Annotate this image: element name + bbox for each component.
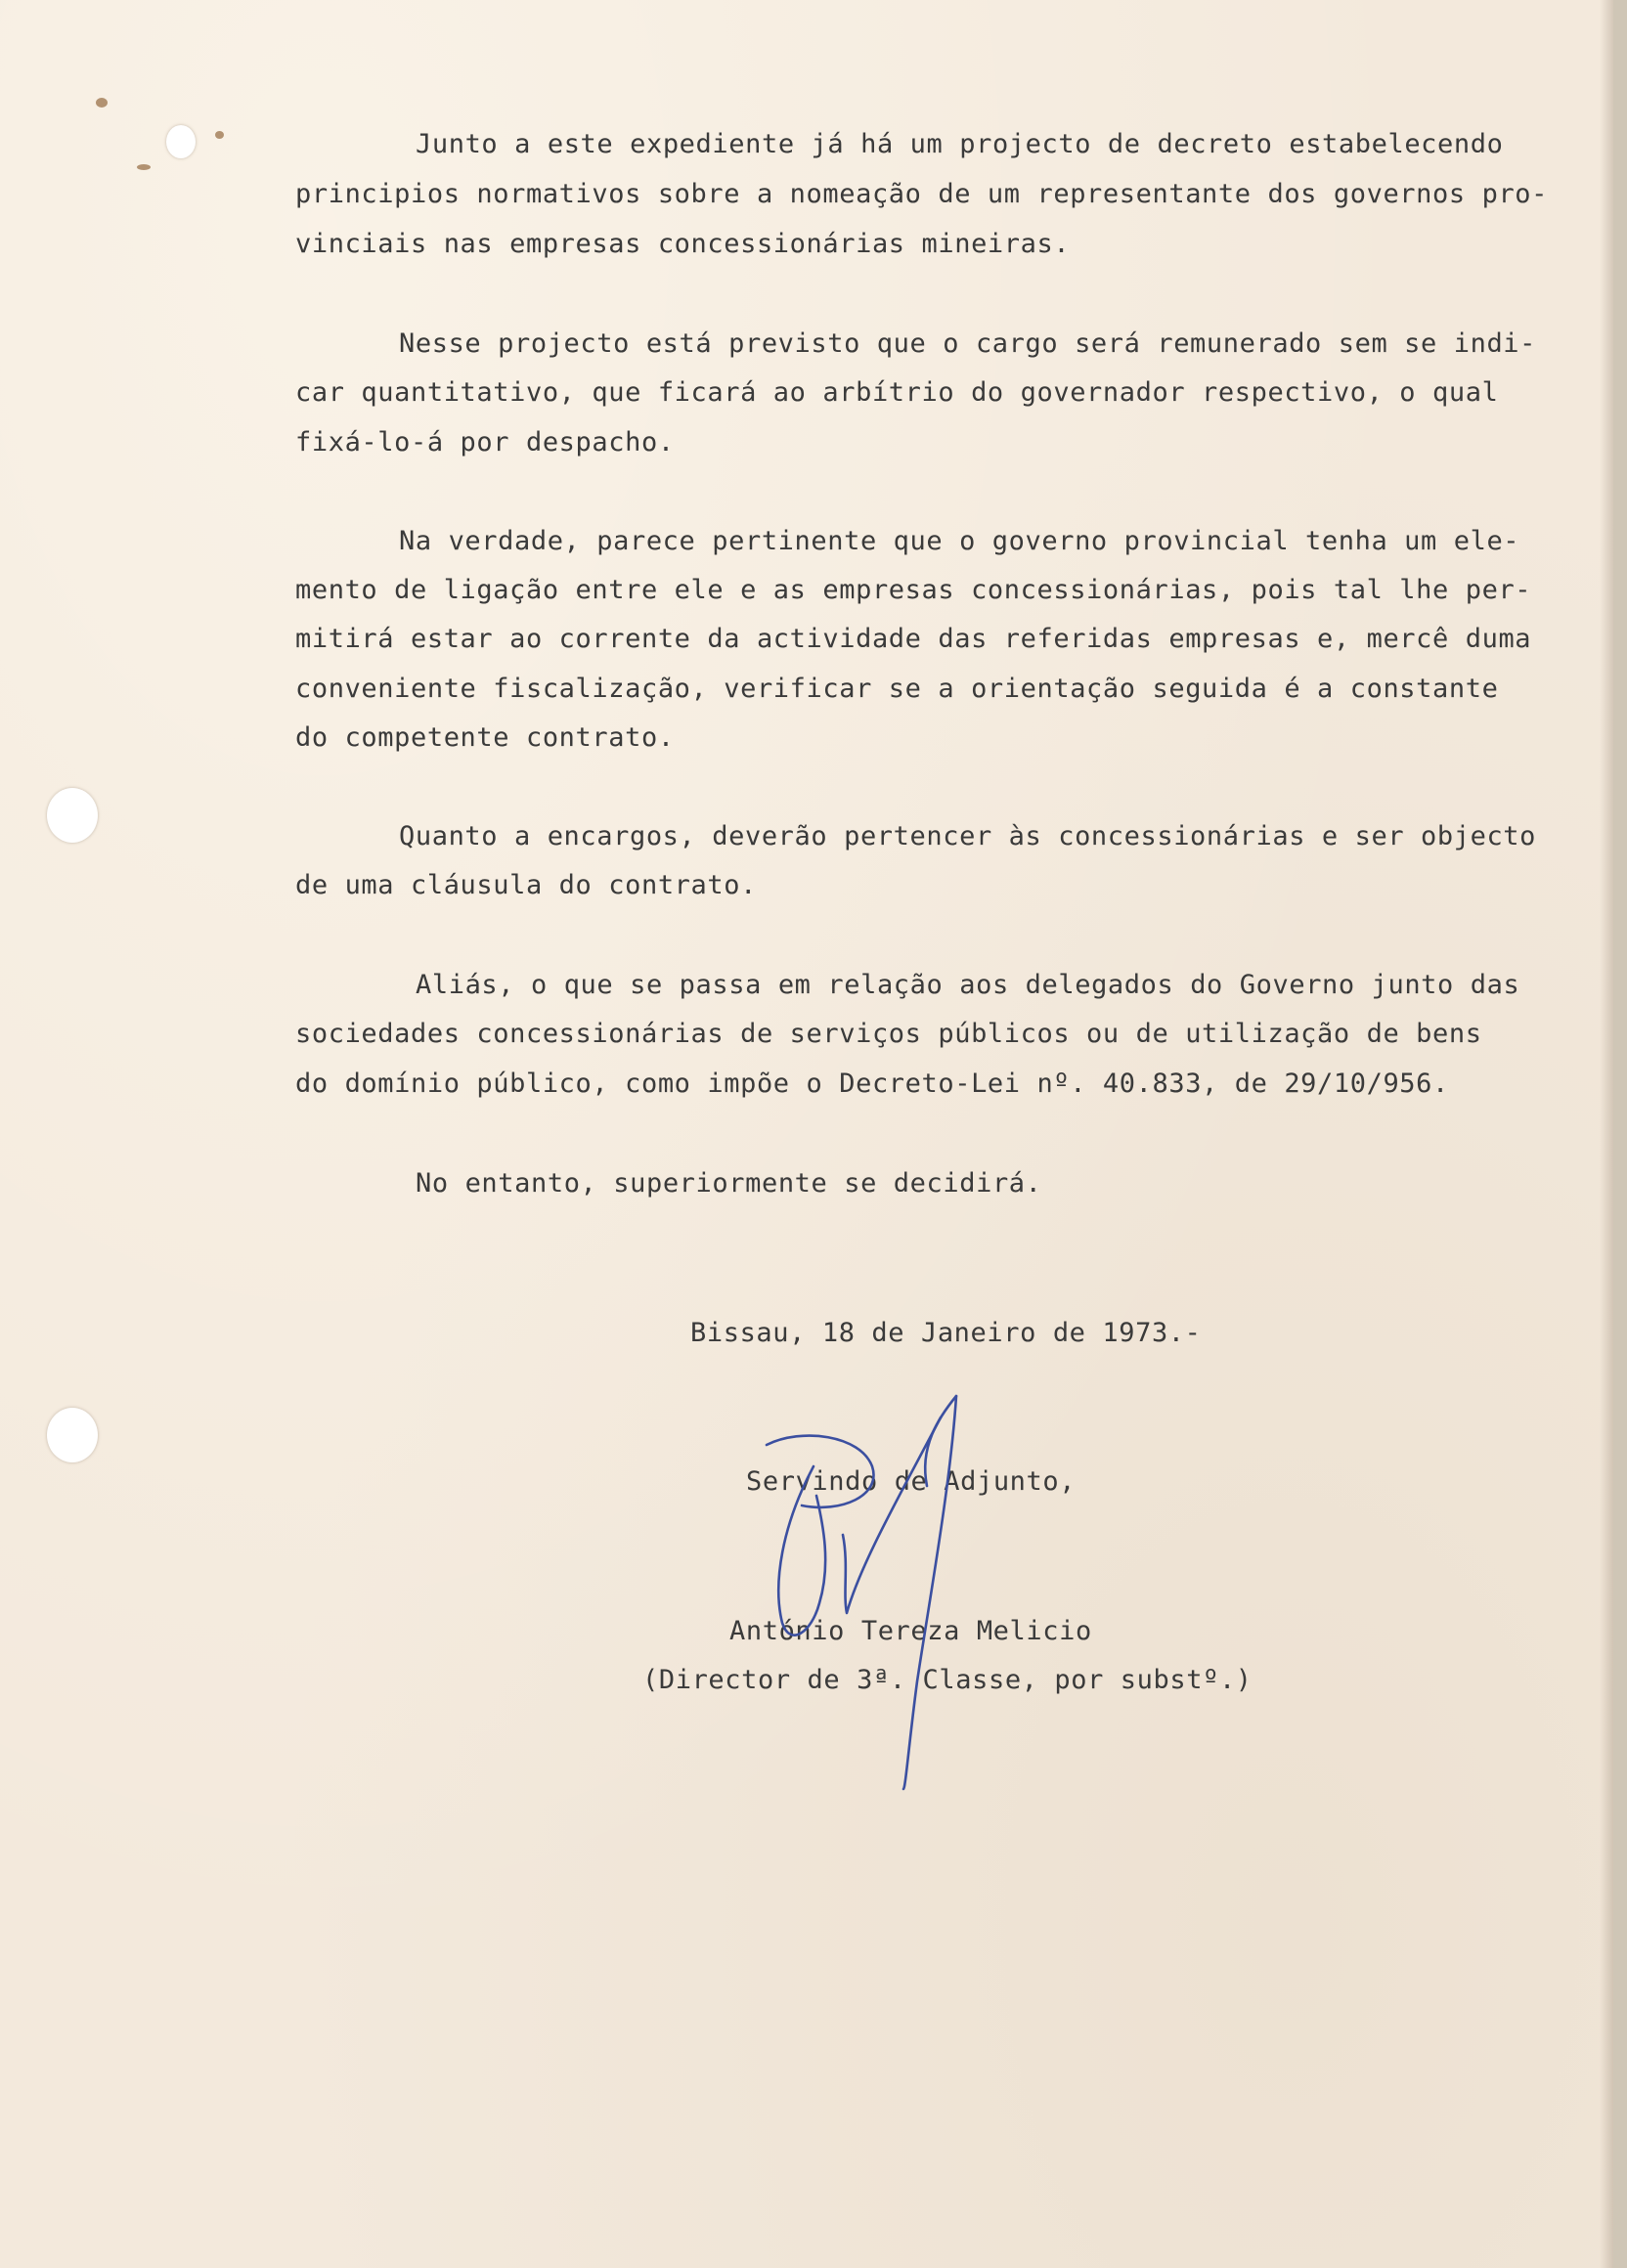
text-line: Junto a este expediente já há um projecto de decreto estabelecendo xyxy=(416,129,1504,159)
text-line: principios normativos sobre a nomeação de um representante dos governos pro- xyxy=(295,179,1549,209)
text-line: do domínio público, como impõe o Decreto-Lei nº. 40.833, de 29/10/956. xyxy=(295,1069,1449,1099)
punch-hole xyxy=(47,788,98,843)
text-line: car quantitativo, que ficará ao arbítrio do governador respectivo, o qual xyxy=(295,377,1499,408)
text-line: Nesse projecto está previsto que o cargo será remunerado sem se indi- xyxy=(399,328,1537,359)
punch-hole xyxy=(47,1408,98,1462)
rust-stain xyxy=(96,98,108,108)
text-line: vinciais nas empresas concessionárias mineiras. xyxy=(295,229,1071,259)
text-line: fixá-lo-á por despacho. xyxy=(295,427,675,458)
text-line: conveniente fiscalização, verificar se a orientação seguida é a constante xyxy=(295,674,1499,704)
signatory-role: Servindo de Adjunto, xyxy=(746,1466,1077,1497)
text-line: Quanto a encargos, deverão pertencer às concessionárias e ser objecto xyxy=(399,821,1537,851)
text-line: de uma cláusula do contrato. xyxy=(295,870,757,900)
signatory-name: António Tereza Melicio xyxy=(729,1616,1092,1646)
text-line: Na verdade, parece pertinente que o governo provincial tenha um ele- xyxy=(399,526,1520,556)
text-line: sociedades concessionárias de serviços públicos ou de utilização de bens xyxy=(295,1019,1482,1049)
place-date: Bissau, 18 de Janeiro de 1973.- xyxy=(690,1318,1202,1348)
rust-stain xyxy=(137,164,151,170)
text-line: No entanto, superiormente se decidirá. xyxy=(416,1168,1042,1199)
text-line: mento de ligação entre ele e as empresas concessionárias, pois tal lhe per- xyxy=(295,575,1532,605)
rust-stain xyxy=(215,131,224,139)
torn-hole xyxy=(166,125,196,158)
text-line: mitirá estar ao corrente da actividade das referidas empresas e, mercê duma xyxy=(295,624,1532,654)
page-edge xyxy=(1600,0,1613,2268)
signatory-title: (Director de 3ª. Classe, por substº.) xyxy=(642,1665,1253,1695)
text-line: do competente contrato. xyxy=(295,722,675,753)
text-line: Aliás, o que se passa em relação aos delegados do Governo junto das xyxy=(416,970,1520,1000)
